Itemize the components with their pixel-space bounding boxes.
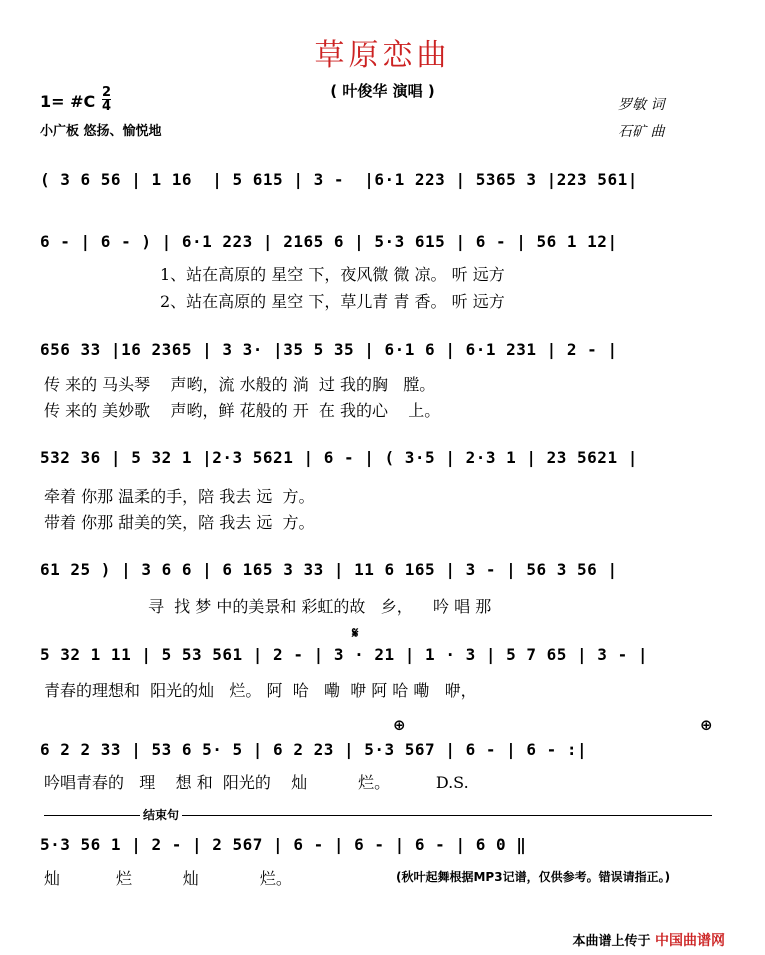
lyric-line-3a: 传 来的 马头琴 声哟，流 水般的 淌 过 我的胸 膛。 bbox=[44, 375, 436, 394]
score-line-2: 6 - | 6 - ) | 6·1 223 | 2165 6 | 5·3 615 | 6 - | 56 1 12| bbox=[40, 232, 618, 251]
lyric-line-6: 青春的理想和 阳光的灿 烂。 阿 哈 嘞 咿 阿 哈 嘞 咿， bbox=[44, 681, 477, 700]
score-line-3: 656 33 |16 2365 | 3 3· |35 5 35 | 6·1 6 | 6·1 231 | 2 - | bbox=[40, 340, 618, 359]
song-title: 草原恋曲 bbox=[314, 38, 451, 73]
lyric-line-7: 吟唱青春的 理 想 和 阳光的 灿 烂。 D.S. bbox=[44, 773, 469, 792]
score-line-7: 6 2 2 33 | 53 6 5· 5 | 6 2 23 | 5·3 567 | 6 - | 6 - :| bbox=[40, 740, 588, 759]
upload-text: 本曲谱上传于 bbox=[572, 934, 651, 949]
lyric-line-4a: 牵着 你那 温柔的手，陪 我去 远 方。 bbox=[44, 487, 315, 506]
score-line-8: 5·3 56 1 | 2 - | 2 567 | 6 - | 6 - | 6 - | 6 0 ‖ bbox=[40, 835, 527, 854]
tempo-marking: 小广板 悠扬、愉悦地 bbox=[40, 124, 162, 139]
ending-label: 结束句 bbox=[140, 806, 182, 823]
time-signature bbox=[102, 86, 111, 113]
time-top: 2 bbox=[102, 85, 112, 100]
score-line-6: 5 32 1 11 | 5 53 561 | 2 - | 3 · 21 | 1 · 3 | 5 7 65 | 3 - | bbox=[40, 645, 648, 664]
lyric-line-2b: 2、站在高原的 星空 下，草儿青 青 香。 听 远方 bbox=[160, 292, 505, 311]
lyric-line-3b: 传 来的 美妙歌 声哟，鲜 花般的 开 在 我的心 上。 bbox=[44, 401, 441, 420]
singer-subtitle: ( 叶俊华 演唱 ) bbox=[330, 82, 435, 100]
composer-credit: 石矿 曲 bbox=[618, 124, 665, 140]
lyric-line-8: 灿 烂 灿 烂。 bbox=[44, 869, 292, 888]
score-line-1: ( 3 6 56 | 1 16 | 5 615 | 3 - |6·1 223 | 5365 3 |223 561| bbox=[40, 170, 638, 189]
lyric-line-5: 寻 找 梦 中的美景和 彩虹的故 乡， 吟 唱 那 bbox=[148, 597, 492, 616]
coda-sign-2: ⊕ bbox=[700, 716, 713, 734]
score-line-5: 61 25 ) | 3 6 6 | 6 165 3 33 | 11 6 165 | 3 - | 56 3 56 | bbox=[40, 560, 618, 579]
score-line-4: 532 36 | 5 32 1 |2·3 5621 | 6 - | ( 3·5 | 2·3 1 | 23 5621 | bbox=[40, 448, 638, 467]
lyricist-credit: 罗敏 词 bbox=[618, 97, 665, 113]
coda-sign-1: ⊕ bbox=[393, 716, 406, 734]
site-brand: 中国曲谱网 bbox=[655, 933, 725, 949]
time-bottom: 4 bbox=[102, 99, 112, 114]
upload-footer bbox=[572, 930, 725, 950]
lyric-line-4b: 带着 你那 甜美的笑，陪 我去 远 方。 bbox=[44, 513, 315, 532]
key-signature: 1= #C bbox=[40, 92, 96, 111]
lyric-line-2a: 1、站在高原的 星空 下，夜风微 微 凉。 听 远方 bbox=[160, 265, 505, 284]
segno-sign: 𝄋 bbox=[352, 624, 359, 642]
transcriber-note: (秋叶起舞根据MP3记谱，仅供参考。错误请指正。) bbox=[396, 870, 671, 884]
